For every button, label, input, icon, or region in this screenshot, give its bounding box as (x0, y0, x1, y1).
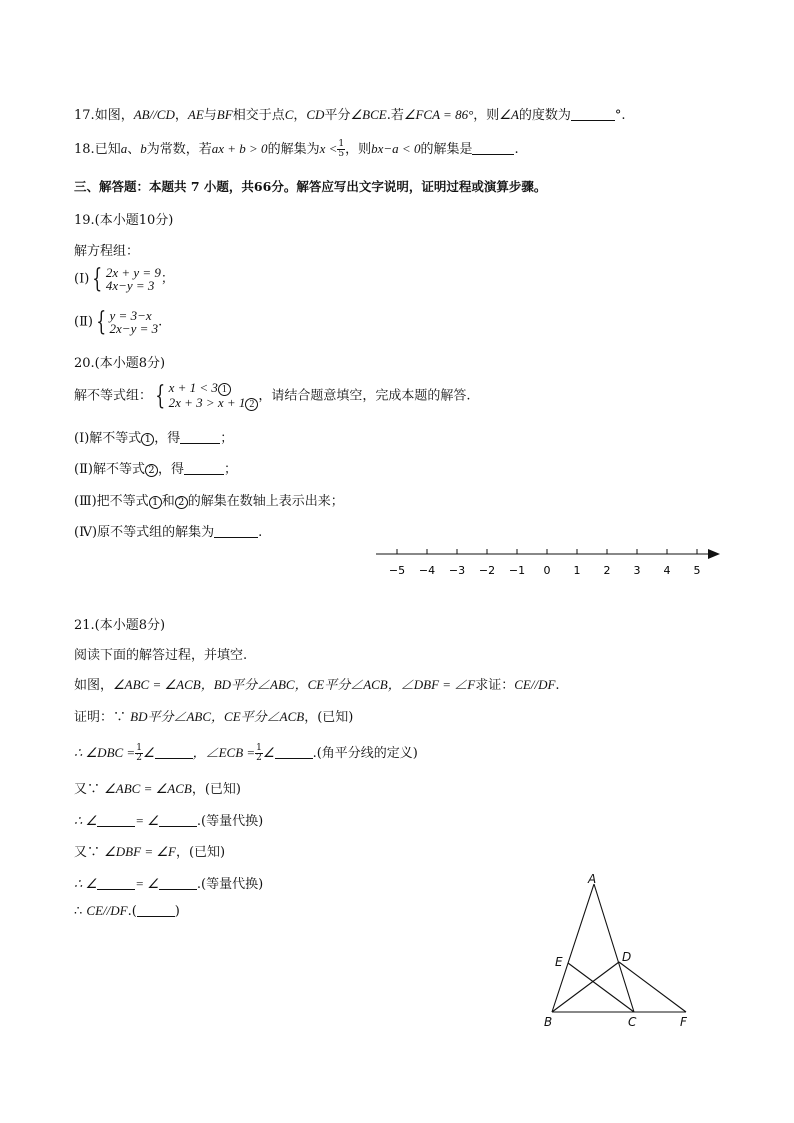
q21-text: ，(已知) (175, 845, 226, 860)
q17-text: 的度数为 (518, 108, 571, 123)
fraction-denominator: 2 (136, 753, 142, 763)
number-line-tick-label: −5 (388, 564, 406, 577)
q18-math: bx−a < 0 (371, 141, 421, 156)
segment-ce (568, 963, 634, 1012)
fraction (337, 140, 345, 159)
q21-math: CE//DF (514, 677, 556, 692)
number-line-tick-label: 2 (603, 564, 611, 577)
answer-blank[interactable] (214, 525, 258, 538)
question-number: 17. (74, 108, 95, 123)
q17-text: .若 (386, 108, 404, 123)
q21-math: ，∠ECB = (192, 745, 256, 760)
section-title: 三、解答题：本题共 7 小题，共 (74, 179, 254, 194)
equation: 4x−y = 3 (105, 278, 155, 293)
q20-step3 (74, 490, 344, 509)
section-instructions: 分。解答应写出文字说明，证明过程或演算步骤。 (271, 179, 547, 194)
equation-system (106, 266, 161, 292)
step-text: . (258, 525, 263, 540)
label-e: E (555, 955, 563, 969)
q19-header: 19.(本小题10分) (74, 213, 174, 228)
fraction (135, 744, 143, 763)
step-text: (Ⅱ)解不等式 (74, 462, 145, 477)
q18-text: . (514, 142, 519, 157)
q21-math: ∴ ∠ (74, 876, 98, 891)
q21-line2 (74, 778, 241, 797)
label-f: F (680, 1015, 687, 1029)
q18-math: ax + b > 0 (211, 141, 268, 156)
q17-math: C (284, 107, 294, 122)
q17-math: ∠BCE (350, 107, 387, 122)
label-d: D (622, 950, 632, 964)
q17-text: 与 (203, 108, 217, 123)
number-line-tick-label: −4 (418, 564, 436, 577)
answer-blank[interactable] (275, 746, 313, 759)
q21-math: = ∠ (135, 876, 159, 891)
circled-number: 2 (245, 398, 258, 411)
brace-icon: { (96, 307, 107, 337)
q21-math: ∴ ∠DBC = (74, 745, 136, 760)
brace-icon: { (92, 264, 103, 294)
step-text: ，得 (154, 431, 181, 446)
q21-given (74, 674, 560, 693)
q17-text: ， (174, 108, 188, 123)
section-score: 66 (253, 179, 272, 194)
q21-text: . (555, 678, 560, 693)
number-line (0, 540, 794, 590)
circled-number: 1 (141, 433, 154, 446)
inequality-system (169, 381, 259, 411)
fraction-denominator: 5 (338, 149, 345, 159)
inequality: 2x + 3 > x + 1 (168, 395, 246, 410)
q17-text: °. (614, 108, 626, 123)
number-line-tick-label: −1 (508, 564, 526, 577)
answer-blank[interactable] (472, 142, 514, 155)
q21-line3 (74, 810, 263, 829)
fraction-numerator: 1 (136, 743, 142, 753)
q20-header: 20.(本小题8分) (74, 356, 166, 371)
q21-intro: 阅读下面的解答过程，并填空. (74, 648, 248, 663)
label-a: A (588, 872, 597, 886)
q19-intro: 解方程组： (74, 244, 140, 259)
q17-math: AB//CD (133, 107, 175, 122)
question-17 (74, 104, 626, 123)
step-text: 和 (161, 494, 175, 509)
q21-math: ∴ ∠ (74, 813, 98, 828)
q21-text: ∴ (74, 904, 87, 919)
number-line-ticks (389, 549, 701, 577)
answer-blank[interactable] (571, 108, 615, 121)
circled-number: 1 (218, 383, 231, 396)
triangle-figure (530, 872, 710, 1042)
q17-text: ，则 (473, 108, 500, 123)
step-text: ，得 (157, 462, 184, 477)
fraction (255, 744, 263, 763)
circled-number: 2 (145, 464, 158, 477)
q21-line5 (74, 873, 263, 892)
segment-df (619, 962, 686, 1012)
circled-number: 1 (149, 496, 162, 509)
arrow-right-icon (708, 549, 720, 559)
q21-math: ∠ABC = ∠ACB (104, 781, 192, 796)
step-text: ； (224, 462, 238, 477)
equation: 2x + y = 9 (105, 265, 161, 280)
question-18 (74, 138, 519, 159)
label-b: B (544, 1015, 553, 1029)
q17-math: AE (187, 107, 204, 122)
step-text: (Ⅳ)原不等式组的解集为 (74, 525, 215, 540)
q20-step2 (74, 458, 237, 477)
punctuation: . (158, 314, 163, 330)
q18-text: 、 (127, 142, 141, 157)
number-line-tick-label: −3 (448, 564, 466, 577)
q21-text: .( (127, 904, 137, 919)
q20-step4 (74, 521, 262, 540)
q18-math: a (120, 141, 128, 156)
q19-part2 (74, 309, 162, 335)
q21-text: 如图， (74, 678, 114, 693)
answer-blank[interactable] (159, 877, 197, 890)
q18-text: ，则 (345, 142, 372, 157)
q21-text: .(等量代换) (196, 814, 264, 829)
q17-text: 如图， (94, 108, 134, 123)
answer-blank[interactable] (155, 746, 193, 759)
q17-text: 相交于点 (232, 108, 285, 123)
fraction-numerator: 1 (338, 139, 345, 149)
q20-text: 解不等式组： (74, 388, 153, 404)
step-text: (Ⅰ)解不等式 (74, 431, 142, 446)
step-text: 的解集在数轴上表示出来； (187, 494, 344, 509)
q17-math: ∠FCA = 86° (403, 107, 474, 122)
question-number: 18. (74, 142, 95, 157)
q20-intro (74, 381, 471, 411)
punctuation: ； (160, 271, 174, 287)
fraction-numerator: 1 (256, 743, 262, 753)
answer-blank[interactable] (184, 462, 224, 475)
equation: 2x−y = 3 (109, 321, 159, 336)
number-line-tick-label: −2 (478, 564, 496, 577)
q18-text: 已知 (94, 142, 121, 157)
step-text: ； (220, 431, 234, 446)
label-c: C (628, 1015, 637, 1029)
q21-text: .(等量代换) (196, 877, 264, 892)
q20-step1 (74, 427, 233, 446)
answer-blank[interactable] (180, 431, 220, 444)
inequality: x + 1 < 3 (168, 380, 218, 395)
number-line-tick-label: 1 (573, 564, 581, 577)
q21-math: BD平分∠ABC，CE平分∠ACB (130, 709, 305, 724)
q21-math: ∠ABC = ∠ACB，BD平分∠ABC，CE平分∠ACB，∠DBF = ∠F (113, 677, 476, 692)
number-line-tick-label: 3 (633, 564, 641, 577)
q21-proof-start (74, 706, 353, 725)
brace-icon: { (155, 381, 166, 411)
q21-line1 (74, 742, 418, 763)
q18-math: x < (319, 141, 338, 156)
answer-blank[interactable] (97, 877, 135, 890)
part-label: (Ⅰ) (74, 271, 90, 287)
answer-blank[interactable] (137, 904, 175, 917)
q21-math: CE//DF (86, 903, 128, 918)
q21-text: ，(已知) (304, 710, 354, 725)
answer-blank[interactable] (159, 814, 197, 827)
q21-text: 求证： (475, 678, 515, 693)
q21-text: 证明：∵ (74, 710, 131, 725)
q18-text: 的解集是 (420, 142, 473, 157)
equation: y = 3−x (109, 308, 152, 323)
q18-math: b (140, 141, 147, 156)
q21-text: .(角平分线的定义) (312, 746, 418, 761)
q21-text: ) (174, 904, 180, 919)
q21-math: ∠ (262, 745, 275, 760)
part-label: (Ⅱ) (74, 314, 93, 330)
segment-ac (594, 884, 634, 1012)
number-line-tick-label: 5 (693, 564, 701, 577)
answer-blank[interactable] (97, 814, 135, 827)
section-heading (74, 177, 546, 195)
segment-bd (552, 962, 619, 1012)
equation-system (110, 309, 159, 335)
q21-text: ，(已知) (191, 782, 241, 797)
q21-text: 又∵ (74, 782, 105, 797)
q19-part1 (74, 266, 174, 292)
q18-text: 为常数，若 (146, 142, 212, 157)
q21-header: 21.(本小题8分) (74, 618, 166, 633)
q21-text: 又∵ (74, 845, 105, 860)
step-text: (Ⅲ)把不等式 (74, 494, 149, 509)
circled-number: 2 (175, 496, 188, 509)
q21-line6 (74, 903, 180, 919)
segment-ab (552, 884, 594, 1012)
q17-text: 平分 (324, 108, 351, 123)
q17-math: ∠A (499, 107, 519, 122)
q20-text: ，请结合题意填空，完成本题的解答. (258, 388, 471, 404)
q17-math: CD (306, 107, 325, 122)
number-line-tick-label: 4 (663, 564, 671, 577)
q21-math: ∠ (142, 745, 155, 760)
number-line-tick-label: 0 (543, 564, 551, 577)
q21-line4 (74, 841, 225, 860)
q18-text: 的解集为 (267, 142, 320, 157)
q21-math: ∠DBF = ∠F (104, 844, 176, 859)
fraction-denominator: 2 (256, 753, 262, 763)
q17-text: ， (293, 108, 307, 123)
q17-math: BF (216, 107, 233, 122)
q21-math: = ∠ (135, 813, 159, 828)
